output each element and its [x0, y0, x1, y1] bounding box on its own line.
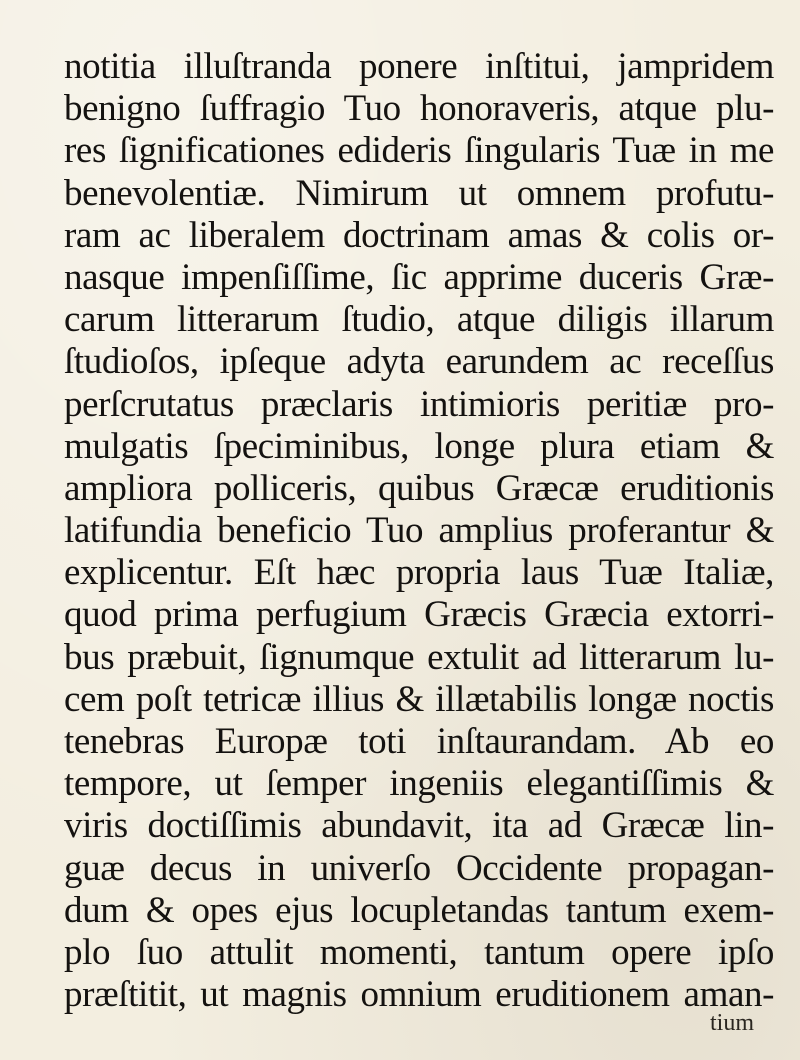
text-line: tenebras Europæ toti inſtaurandam. Ab eo [64, 721, 774, 762]
text-line: nasque impenſiſſime, ſic apprime duceris Græ- [64, 256, 774, 298]
text-line: notitia illuſtranda ponere inſtitui, jampridem [64, 46, 774, 87]
text-line: ſtudioſos, ipſeque adyta earundem ac receſſus [64, 341, 774, 383]
text-line: viris doctiſſimis abundavit, ita ad Græcæ lin- [64, 805, 774, 847]
text-line: latifundia beneficio Tuo amplius proferantur & [64, 510, 774, 552]
text-line: præſtitit, ut magnis omnium eruditionem aman- [64, 974, 774, 1016]
text-line: mulgatis ſpeciminibus, longe plura etiam & [64, 425, 774, 467]
text-line: perſcrutatus præclaris intimioris peritiæ pro- [64, 383, 774, 425]
text-line: cem poſt tetricæ illius & illætabilis longæ noctis [64, 678, 774, 720]
text-line: benigno ſuffragio Tuo honoraveris, atque plu- [64, 88, 774, 130]
text-line: guæ decus in univerſo Occidente propagan- [64, 847, 774, 889]
text-line: carum litterarum ſtudio, atque diligis illarum [64, 299, 774, 341]
text-line: bus præbuit, ſignumque extulit ad litterarum lu- [64, 636, 774, 678]
text-line: tempore, ut ſemper ingeniis elegantiſſimis & [64, 763, 774, 805]
text-line: plo ſuo attulit momenti, tantum opere ipſo [64, 931, 774, 973]
text-line: dum & opes ejus locupletandas tantum exem- [64, 889, 774, 931]
text-line: ram ac liberalem doctrinam amas & colis or- [64, 214, 774, 256]
text-line: quod prima perfugium Græcis Græcia extorri- [64, 594, 774, 636]
body-text [64, 46, 774, 1016]
text-line: benevolentiæ. Nimirum ut omnem profutu- [64, 172, 774, 214]
text-line: explicentur. Eſt hæc propria laus Tuæ Italiæ, [64, 552, 774, 594]
text-line: ampliora polliceris, quibus Græcæ eruditionis [64, 467, 774, 509]
catchword: tium [709, 1010, 754, 1036]
text-line: res ſignificationes edideris ſingularis Tuæ in me [64, 130, 774, 172]
